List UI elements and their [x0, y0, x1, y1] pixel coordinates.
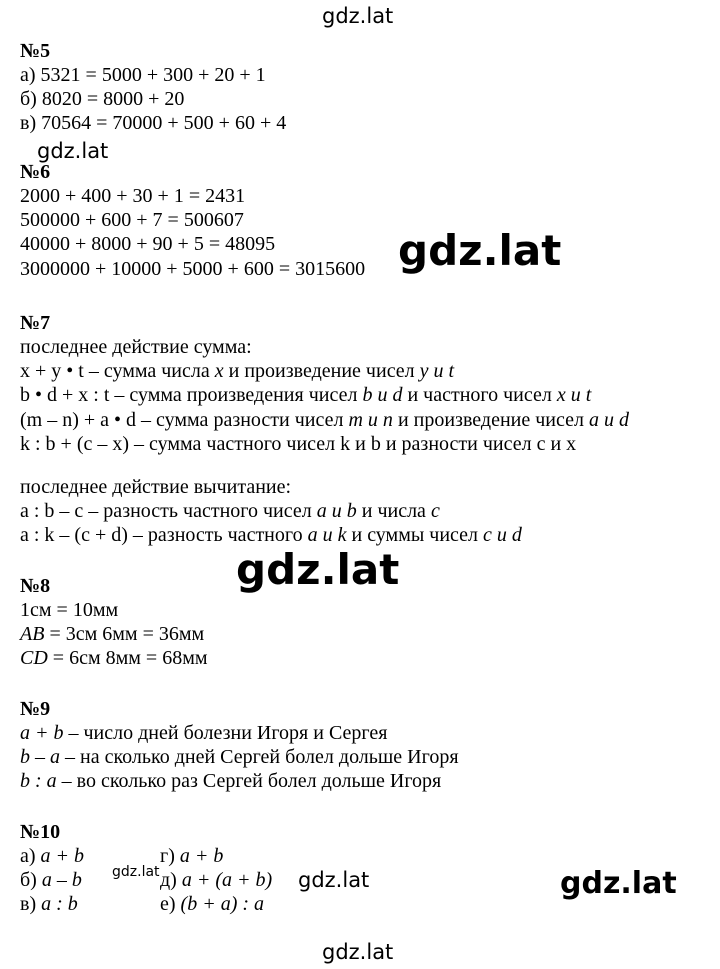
s7-line-6: a : k – (c + d) – разность частного a и k и суммы чисел c и d	[20, 524, 522, 546]
section-7-title: №7	[20, 312, 51, 334]
section-5-title: №5	[20, 40, 51, 62]
s6-line-4: 3000000 + 10000 + 5000 + 600 = 3015600	[20, 258, 366, 280]
s6-line-1: 2000 + 400 + 30 + 1 = 2431	[20, 185, 246, 207]
s8-line-2: AB = 3см 6мм = 36мм	[20, 623, 205, 645]
watermark-bottom: gdz.lat	[322, 940, 394, 964]
watermark-small: gdz.lat	[37, 139, 109, 163]
s8-line-1: 1см = 10мм	[20, 599, 119, 621]
s5-line-b: б) 8020 = 8000 + 20	[20, 88, 185, 110]
s7-intro-diff: последнее действие вычитание:	[20, 476, 292, 498]
s7-line-1: x + y • t – сумма числа x и произведение чисел y и t	[20, 360, 455, 382]
s10-item-e: е) (b + a) : a	[160, 893, 265, 915]
s8-line-3: CD = 6см 8мм = 68мм	[20, 647, 208, 669]
s7-intro-sum: последнее действие сумма:	[20, 336, 252, 358]
s9-line-3: b : a – во сколько раз Сергей болел дольше Игоря	[20, 770, 442, 792]
s10-item-g: г) a + b	[160, 845, 224, 867]
s10-item-d: д) a + (a + b)	[160, 869, 273, 891]
watermark-top: gdz.lat	[322, 4, 394, 28]
s5-line-v: в) 70564 = 70000 + 500 + 60 + 4	[20, 112, 287, 134]
s7-line-5: a : b – c – разность частного чисел a и b и числа c	[20, 500, 440, 522]
s7-line-2: b • d + x : t – сумма произведения чисел b и d и частного чисел x и t	[20, 384, 592, 406]
s10-item-b: б) a – b	[20, 869, 82, 891]
s10-item-v: в) a : b	[20, 893, 78, 915]
s7-line-3: (m – n) + a • d – сумма разности чисел m и n и произведение чисел a и d	[20, 409, 629, 431]
s5-line-a: а) 5321 = 5000 + 300 + 20 + 1	[20, 64, 266, 86]
section-8-title: №8	[20, 575, 51, 597]
s6-line-3: 40000 + 8000 + 90 + 5 = 48095	[20, 233, 276, 255]
watermark-large: gdz.lat	[398, 226, 562, 275]
section-9-title: №9	[20, 698, 51, 720]
s9-line-1: a + b – число дней болезни Игоря и Сергея	[20, 722, 388, 744]
watermark-small: gdz.lat	[298, 868, 370, 892]
watermark-medium: gdz.lat	[560, 866, 677, 901]
s6-line-2: 500000 + 600 + 7 = 500607	[20, 209, 244, 231]
watermark-tiny: gdz.lat	[112, 864, 160, 880]
s7-line-4: k : b + (c – x) – сумма частного чисел k и b и разности чисел с и х	[20, 433, 577, 455]
s9-line-2: b – a – на сколько дней Сергей болел дольше Игоря	[20, 746, 459, 768]
section-10-title: №10	[20, 821, 61, 843]
s10-item-a: а) a + b	[20, 845, 85, 867]
section-6-title: №6	[20, 161, 51, 183]
watermark-large: gdz.lat	[236, 545, 400, 594]
